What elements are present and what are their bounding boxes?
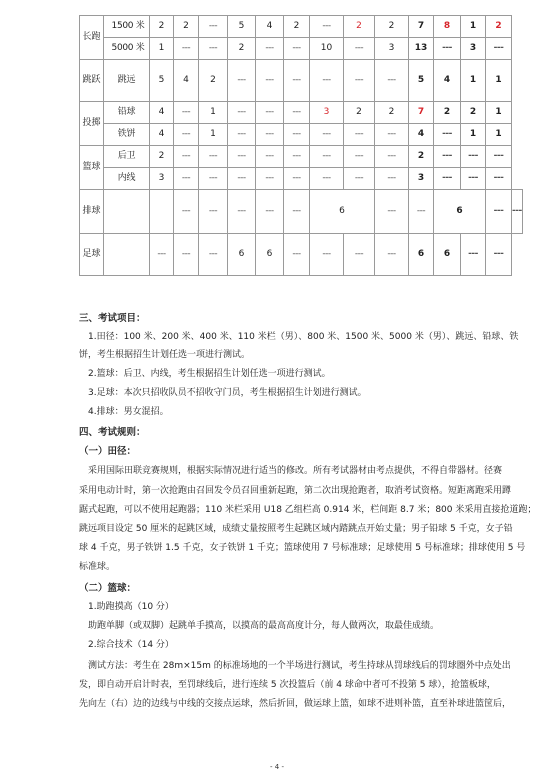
- paragraph-line: 3.足球：本次只招收队员不招收守门员，考生根据招生计划进行测试。: [88, 388, 367, 398]
- table-cell: ---: [150, 234, 174, 276]
- event-cell: 内线: [104, 168, 150, 190]
- table-cell: ---: [344, 168, 375, 190]
- table-cell: ---: [228, 124, 256, 146]
- quota-table: [79, 15, 523, 276]
- empty-cell: [104, 234, 150, 276]
- subsection-heading: （二）篮球：: [79, 583, 137, 594]
- table-cell: ---: [310, 168, 344, 190]
- table-cell: ---: [284, 124, 310, 146]
- table-cell: ---: [256, 190, 284, 234]
- table-cell: 3: [310, 102, 344, 124]
- table-cell: ---: [310, 124, 344, 146]
- table-cell: ---: [375, 190, 409, 234]
- paragraph-line: 1.助跑摸高（10 分）: [88, 602, 174, 612]
- table-cell: 2: [375, 16, 409, 38]
- table-cell: ---: [344, 60, 375, 102]
- table-cell: 2: [199, 60, 228, 102]
- paragraph-line: 球 4 千克，男子铁饼 1.5 千克，女子铁饼 1 千克；篮球使用 7 号标准球；足球使用 5 号标准球；排球使用 5 号: [79, 543, 526, 553]
- total-cell: ---: [486, 234, 512, 276]
- paragraph-line: 2.篮球：后卫、内线，考生根据招生计划任选一项进行测试。: [88, 369, 331, 379]
- table-cell: ---: [284, 60, 310, 102]
- table-cell: ---: [174, 102, 199, 124]
- total-cell: 1: [461, 16, 486, 38]
- table-cell: 1: [199, 124, 228, 146]
- table-row: [80, 168, 523, 190]
- category-cell: 篮球: [80, 146, 104, 190]
- total-cell: 8: [434, 16, 461, 38]
- table-cell: ---: [375, 146, 409, 168]
- table-cell: ---: [228, 190, 256, 234]
- paragraph-line: 跳远项目设定 50 厘米的起跳区域，成绩丈量按照考生起跳区域内踏跳点开始丈量；男子铅球 5 千克，女子铅: [79, 524, 513, 534]
- table-cell: ---: [174, 38, 199, 60]
- table-cell: 6: [256, 234, 284, 276]
- table-cell: ---: [375, 168, 409, 190]
- table-cell: ---: [375, 60, 409, 102]
- table-cell: ---: [344, 38, 375, 60]
- total-cell: 1: [461, 124, 486, 146]
- paragraph-line: 测试方法：考生在 28m×15m 的标准场地的一个半场进行测试，考生持球从罚球线后的罚球圈外中点处出: [88, 661, 511, 671]
- table-cell: ---: [344, 234, 375, 276]
- table-cell: ---: [375, 234, 409, 276]
- table-row: [80, 146, 523, 168]
- total-cell: 2: [434, 102, 461, 124]
- table-row: [80, 190, 523, 234]
- table-cell: 5: [150, 60, 174, 102]
- total-cell: 4: [434, 60, 461, 102]
- table-cell: 3: [150, 168, 174, 190]
- total-cell: ---: [486, 38, 512, 60]
- paragraph-line: 发，即自动开启计时表，至罚球线后，进行连续 5 次投篮后（前 4 球命中者可不投第 5 球），抢篮板球，: [79, 680, 496, 690]
- table-cell: 2: [284, 16, 310, 38]
- total-cell: 1: [486, 102, 512, 124]
- paragraph-line: 踞式起跑，可以不使用起跑器；110 米栏采用 U18 乙组栏高 0.914 米，栏间距 8.7 米；800 米采用直接抢道跑；: [79, 505, 537, 515]
- paragraph-line: 饼，考生根据招生计划任选一项进行测试。: [79, 350, 251, 360]
- table-cell: ---: [228, 168, 256, 190]
- table-cell: ---: [228, 146, 256, 168]
- table-cell: 1: [150, 38, 174, 60]
- empty-cell: [150, 190, 174, 234]
- table-cell: 2: [150, 16, 174, 38]
- table-cell: ---: [284, 234, 310, 276]
- paragraph-line: 2.综合技术（14 分）: [88, 640, 174, 650]
- table-cell: 4: [174, 60, 199, 102]
- table-cell: ---: [284, 38, 310, 60]
- total-cell: 7: [409, 16, 434, 38]
- table-cell: 2: [344, 16, 375, 38]
- total-cell: ---: [486, 190, 512, 234]
- total-cell: 5: [409, 60, 434, 102]
- table-cell: 5: [228, 16, 256, 38]
- table-cell: 2: [150, 146, 174, 168]
- table-cell: ---: [256, 38, 284, 60]
- empty-cell: [104, 190, 150, 234]
- total-cell: ---: [486, 168, 512, 190]
- table-cell: ---: [256, 124, 284, 146]
- category-cell: 排球: [80, 190, 104, 234]
- category-cell: 投掷: [80, 102, 104, 146]
- total-cell: 2: [461, 102, 486, 124]
- section-heading: 四、考试规则：: [79, 427, 146, 438]
- total-cell: ---: [434, 146, 461, 168]
- table-cell: ---: [174, 190, 199, 234]
- table-cell: 6: [228, 234, 256, 276]
- paragraph-line: 标准球。: [79, 562, 116, 572]
- event-cell: 1500 米: [104, 16, 150, 38]
- event-cell: 后卫: [104, 146, 150, 168]
- total-cell: 6: [409, 234, 434, 276]
- table-row: [80, 16, 523, 38]
- table-cell: ---: [284, 146, 310, 168]
- total-cell: 6: [434, 190, 486, 234]
- table-row: [80, 38, 523, 60]
- event-cell: 跳远: [104, 60, 150, 102]
- table-cell: ---: [256, 60, 284, 102]
- table-row: [80, 60, 523, 102]
- paragraph-line: 采用国际田联竞赛规则，根据实际情况进行适当的修改。所有考试器材由考点提供，不得自带器材。径赛: [88, 466, 503, 476]
- table-cell: 3: [375, 38, 409, 60]
- table-row: [80, 124, 523, 146]
- table-cell: 1: [199, 102, 228, 124]
- table-cell: 4: [256, 16, 284, 38]
- total-cell: ---: [434, 38, 461, 60]
- total-cell: 13: [409, 38, 434, 60]
- table-cell: ---: [199, 16, 228, 38]
- total-cell: 4: [409, 124, 434, 146]
- category-cell: 足球: [80, 234, 104, 276]
- table-cell: ---: [375, 124, 409, 146]
- total-cell: ---: [461, 146, 486, 168]
- event-cell: 5000 米: [104, 38, 150, 60]
- table-cell: ---: [174, 146, 199, 168]
- table-cell: ---: [199, 168, 228, 190]
- table-cell: 4: [150, 124, 174, 146]
- table-cell: ---: [310, 16, 344, 38]
- table-cell: ---: [174, 234, 199, 276]
- table-cell: ---: [174, 124, 199, 146]
- total-cell: 1: [461, 60, 486, 102]
- table-cell: ---: [310, 60, 344, 102]
- table-cell: ---: [228, 60, 256, 102]
- table-cell: 4: [150, 102, 174, 124]
- table-cell: ---: [228, 102, 256, 124]
- table-cell: ---: [284, 102, 310, 124]
- paragraph-line: 先向左（右）边的边线与中线的交接点运球，然后折回，做运球上篮，如球不进则补篮，直至补球进篮筐后，: [79, 699, 512, 709]
- page-number: - 4 -: [270, 763, 284, 771]
- table-cell: ---: [174, 168, 199, 190]
- total-cell: 2: [409, 146, 434, 168]
- table-cell: ---: [284, 190, 310, 234]
- table-cell: ---: [344, 146, 375, 168]
- total-cell: ---: [461, 168, 486, 190]
- table-cell: ---: [310, 234, 344, 276]
- total-cell: ---: [434, 124, 461, 146]
- category-cell: 跳跃: [80, 60, 104, 102]
- subsection-heading: （一）田径：: [79, 446, 137, 457]
- table-cell: ---: [256, 168, 284, 190]
- table-cell: 2: [375, 102, 409, 124]
- total-cell: 1: [486, 60, 512, 102]
- total-cell: 3: [461, 38, 486, 60]
- table-row: [80, 234, 523, 276]
- table-cell: ---: [284, 168, 310, 190]
- table-cell: ---: [409, 190, 434, 234]
- table-cell: ---: [199, 190, 228, 234]
- total-cell: 2: [486, 16, 512, 38]
- table-cell: 6: [310, 190, 375, 234]
- total-cell: ---: [461, 234, 486, 276]
- table-cell: ---: [344, 124, 375, 146]
- event-cell: 铁饼: [104, 124, 150, 146]
- total-cell: ---: [434, 168, 461, 190]
- total-cell: 6: [434, 234, 461, 276]
- category-cell: 长跑: [80, 16, 104, 60]
- table-row: [80, 102, 523, 124]
- table-cell: 2: [174, 16, 199, 38]
- total-cell: 3: [409, 168, 434, 190]
- paragraph-line: 采用电动计时，第一次抢跑由召回发令员召回重新起跑，第二次出现抢跑者，取消考试资格。短距离跑采用蹲: [79, 486, 512, 496]
- table-cell: ---: [310, 146, 344, 168]
- table-cell: 2: [228, 38, 256, 60]
- table-cell: 2: [344, 102, 375, 124]
- total-cell: ---: [486, 146, 512, 168]
- paragraph-line: 4.排球：男女混招。: [88, 407, 169, 417]
- total-cell: ---: [512, 190, 523, 234]
- table-cell: ---: [199, 146, 228, 168]
- table-cell: ---: [199, 38, 228, 60]
- paragraph-line: 1.田径：100 米、200 米、400 米、110 米栏（男）、800 米、1500 米、5000 米（男）、跳远、铅球、铁: [88, 332, 519, 342]
- event-cell: 铅球: [104, 102, 150, 124]
- table-cell: ---: [199, 234, 228, 276]
- section-heading: 三、考试项目：: [79, 313, 146, 324]
- total-cell: 1: [486, 124, 512, 146]
- table-cell: 10: [310, 38, 344, 60]
- table-cell: ---: [256, 146, 284, 168]
- paragraph-line: 助跑单脚（或双脚）起跳单手摸高，以摸高的最高高度计分，每人做两次，取最佳成绩。: [88, 621, 440, 631]
- total-cell: 7: [409, 102, 434, 124]
- table-cell: ---: [256, 102, 284, 124]
